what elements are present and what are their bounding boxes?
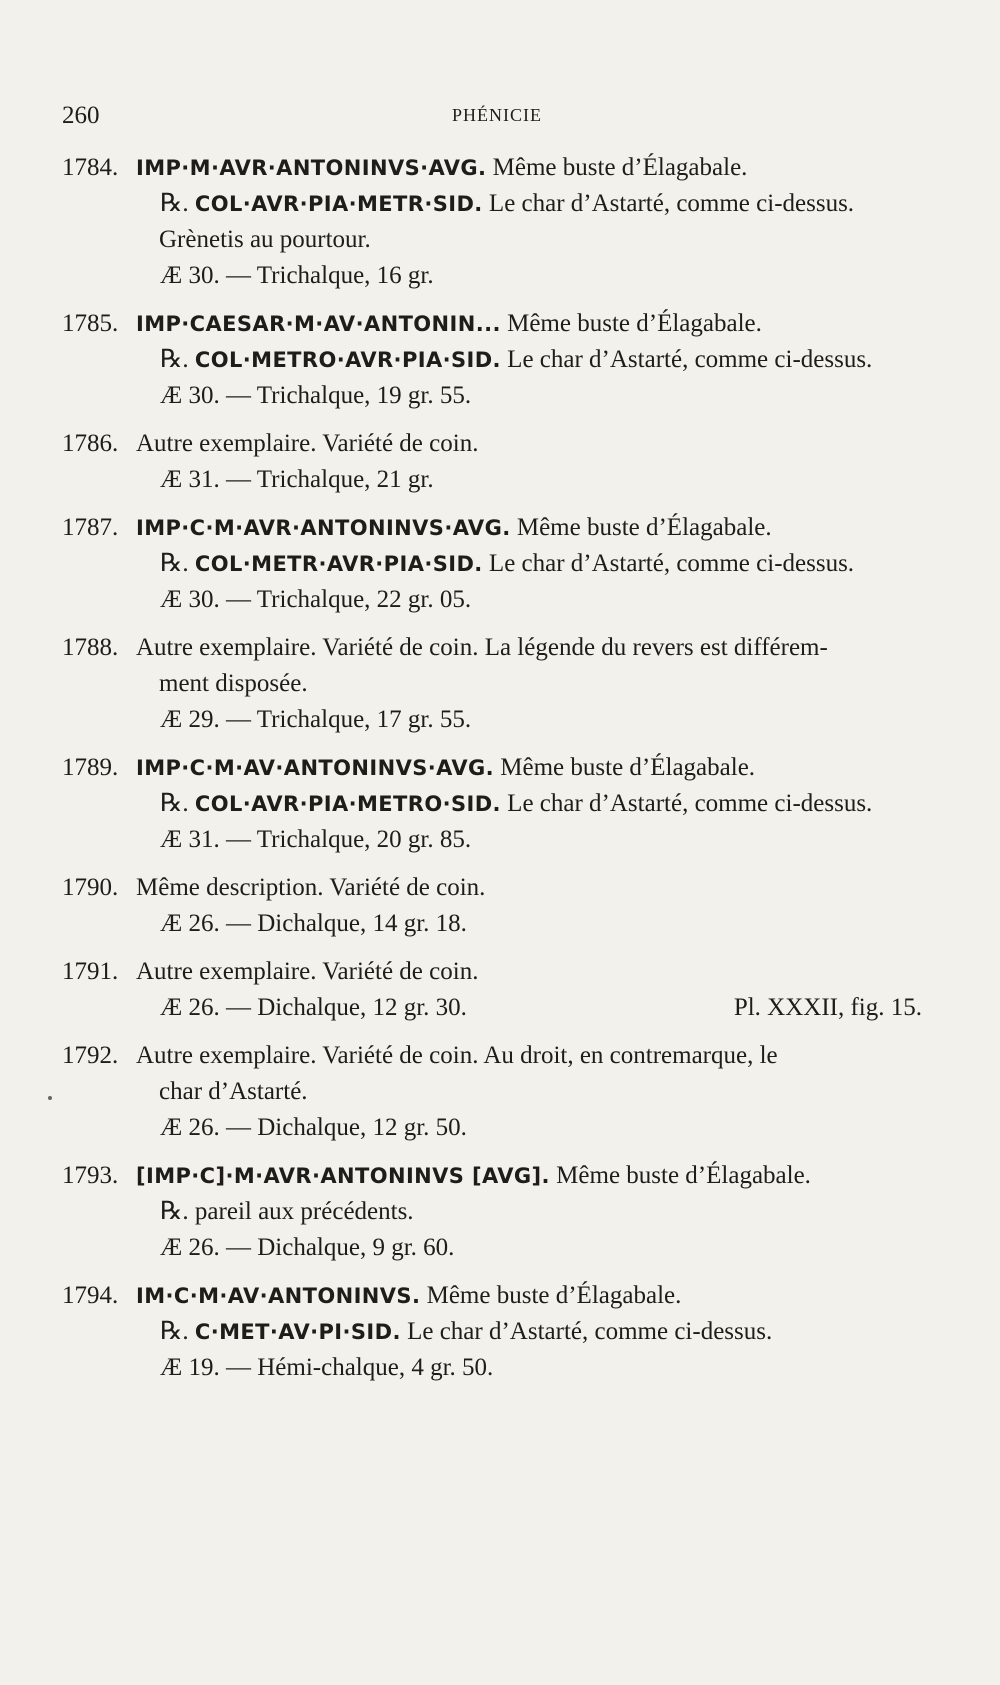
obverse-legend: IMP·C·M·AVR·ANTONINVS·AVG. <box>136 516 511 540</box>
entry-number: 1793. <box>62 1162 119 1189</box>
entry-description: Autre exemplaire. Variété de coin. <box>136 958 479 985</box>
catalogue-entry-1789 <box>62 750 942 858</box>
reverse-legend: COL·AVR·PIA·METR·SID. <box>194 192 483 216</box>
entry-description-continued: char d’Astarté. <box>159 1078 308 1105</box>
entry-description: Autre exemplaire. Variété de coin. La légende du revers est différem- <box>136 634 828 661</box>
catalogue-entry-1787 <box>62 510 942 618</box>
reverse-description: Le char d’Astarté, comme ci-dessus. <box>482 190 855 217</box>
entry-number: 1794. <box>62 1282 119 1309</box>
obverse-description: Même buste d’Élagabale. <box>486 154 748 181</box>
entry-description: Même description. Variété de coin. <box>136 874 486 901</box>
reverse-legend: COL·AVR·PIA·METRO·SID. <box>194 792 501 816</box>
coin-specs: Æ 29. — Trichalque, 17 gr. 55. <box>160 706 472 733</box>
catalogue-entry-1790 <box>62 870 942 942</box>
coin-specs: Æ 26. — Dichalque, 12 gr. 30. <box>160 994 467 1021</box>
catalogue-entries <box>62 150 942 1398</box>
reverse-description: Le char d’Astarté, comme ci-dessus. <box>482 550 855 577</box>
reverse-legend: COL·METRO·AVR·PIA·SID. <box>194 348 501 372</box>
reverse-mark: ℞. <box>160 550 189 577</box>
entry-number: 1786. <box>62 430 119 457</box>
entry-description-continued: ment disposée. <box>159 670 308 697</box>
obverse-description: Même buste d’Élagabale. <box>500 310 762 337</box>
catalogue-entry-1785 <box>62 306 942 414</box>
extra-note: Grènetis au pourtour. <box>159 226 371 253</box>
entry-description: Autre exemplaire. Variété de coin. Au droit, en contremarque, le <box>136 1042 778 1069</box>
obverse-legend: [IMP·C]·M·AVR·ANTONINVS [AVG]. <box>136 1164 550 1188</box>
page-number: 260 <box>62 102 100 129</box>
obverse-legend: IM·C·M·AV·ANTONINVS. <box>136 1284 421 1308</box>
obverse-description: Même buste d’Élagabale. <box>420 1282 682 1309</box>
reverse-description: Le char d’Astarté, comme ci-dessus. <box>500 790 873 817</box>
entry-description: Autre exemplaire. Variété de coin. <box>136 430 479 457</box>
entry-number: 1788. <box>62 634 119 661</box>
entry-number: 1790. <box>62 874 119 901</box>
coin-specs: Æ 19. — Hémi-chalque, 4 gr. 50. <box>160 1354 494 1381</box>
entry-number: 1792. <box>62 1042 119 1069</box>
obverse-legend: IMP·M·AVR·ANTONINVS·AVG. <box>136 156 487 180</box>
obverse-legend: IMP·C·M·AV·ANTONINVS·AVG. <box>136 756 495 780</box>
reverse-mark: ℞. <box>160 790 189 817</box>
reverse-mark: ℞. <box>160 346 189 373</box>
plate-reference: Pl. XXXII, fig. 15. <box>733 994 922 1021</box>
obverse-description: Même buste d’Élagabale. <box>494 754 756 781</box>
reverse-description: Le char d’Astarté, comme ci-dessus. <box>500 346 873 373</box>
coin-specs: Æ 30. — Trichalque, 16 gr. <box>160 262 434 289</box>
catalogue-entry-1791 <box>62 954 942 1026</box>
coin-specs: Æ 30. — Trichalque, 19 gr. 55. <box>160 382 472 409</box>
entry-number: 1791. <box>62 958 119 985</box>
catalogue-entry-1786 <box>62 426 942 498</box>
catalogue-entry-1784 <box>62 150 942 294</box>
entry-number: 1785. <box>62 310 119 337</box>
reverse-description: Le char d’Astarté, comme ci-dessus. <box>400 1318 773 1345</box>
paper-speck <box>48 1096 52 1100</box>
reverse-description: pareil aux précédents. <box>188 1198 414 1225</box>
reverse-mark: ℞. <box>160 190 189 217</box>
reverse-mark: ℞. <box>160 1198 189 1225</box>
entry-number: 1789. <box>62 754 119 781</box>
catalogue-entry-1794 <box>62 1278 942 1386</box>
obverse-description: Même buste d’Élagabale. <box>510 514 772 541</box>
entry-number: 1787. <box>62 514 119 541</box>
reverse-mark: ℞. <box>160 1318 189 1345</box>
coin-specs: Æ 31. — Trichalque, 20 gr. 85. <box>160 826 472 853</box>
entry-number: 1784. <box>62 154 119 181</box>
obverse-legend: IMP·CAESAR·M·AV·ANTONIN... <box>136 312 501 336</box>
coin-specs: Æ 26. — Dichalque, 9 gr. 60. <box>160 1234 455 1261</box>
page-header <box>62 102 932 138</box>
running-title: PHÉNICIE <box>452 105 542 125</box>
obverse-description: Même buste d’Élagabale. <box>549 1162 811 1189</box>
reverse-legend: C·MET·AV·PI·SID. <box>194 1320 401 1344</box>
coin-specs: Æ 30. — Trichalque, 22 gr. 05. <box>160 586 472 613</box>
catalogue-entry-1793 <box>62 1158 942 1266</box>
reverse-legend: COL·METR·AVR·PIA·SID. <box>194 552 483 576</box>
catalogue-entry-1792 <box>62 1038 942 1146</box>
coin-specs: Æ 31. — Trichalque, 21 gr. <box>160 466 434 493</box>
coin-specs: Æ 26. — Dichalque, 14 gr. 18. <box>160 910 467 937</box>
coin-specs: Æ 26. — Dichalque, 12 gr. 50. <box>160 1114 467 1141</box>
catalogue-entry-1788 <box>62 630 942 738</box>
